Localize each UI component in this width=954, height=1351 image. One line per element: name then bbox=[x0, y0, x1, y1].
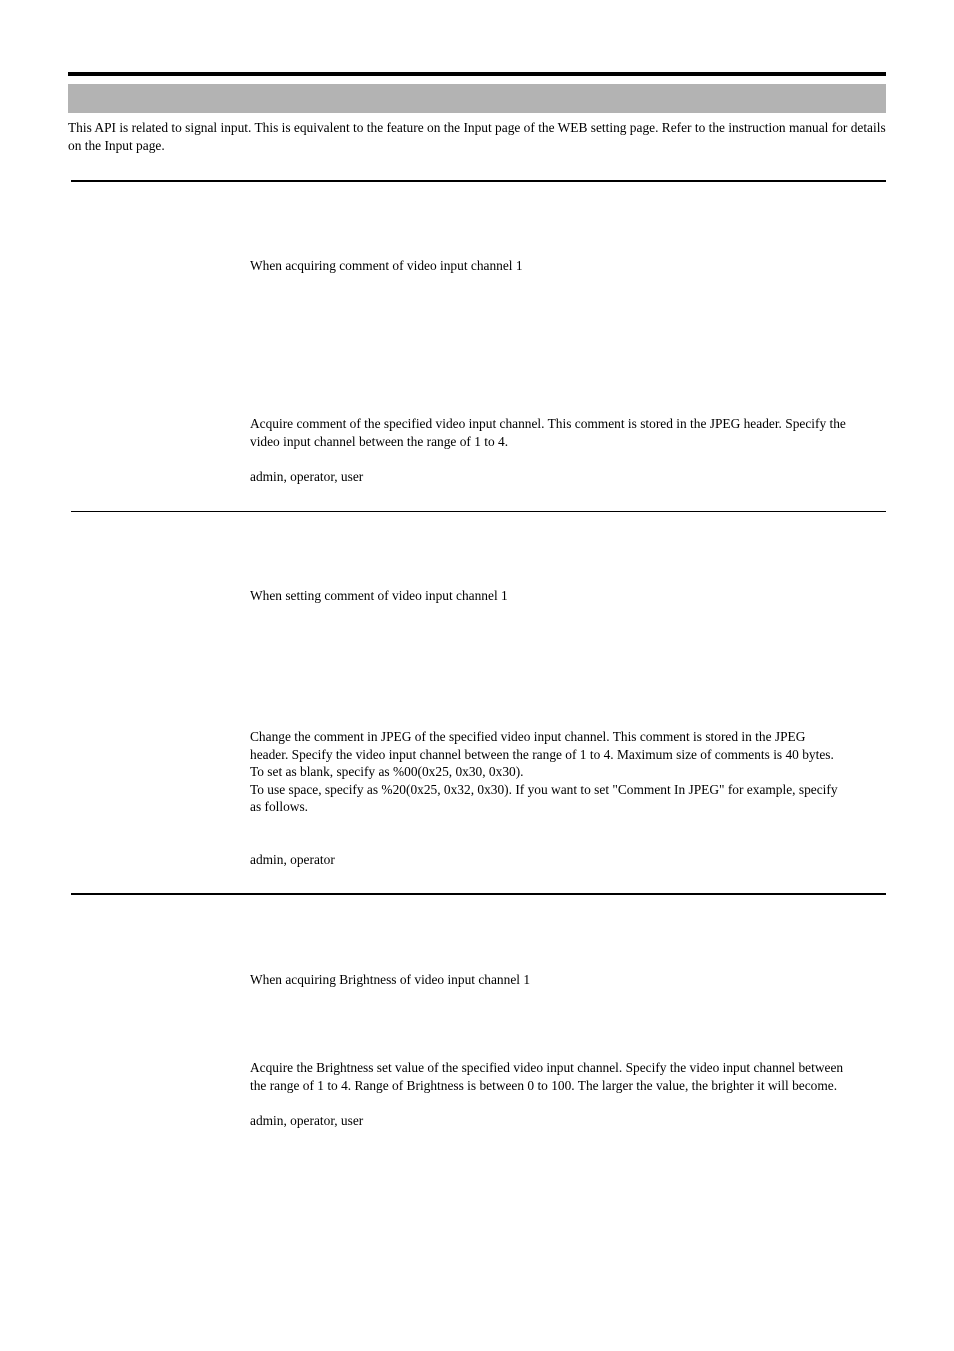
intro-paragraph bbox=[68, 119, 886, 155]
description bbox=[250, 728, 886, 816]
description bbox=[250, 415, 886, 450]
description-line: as follows. bbox=[250, 799, 309, 814]
section-divider bbox=[71, 180, 886, 182]
section-divider bbox=[71, 511, 886, 512]
description-line: To set as blank, specify as %00(0x25, 0x30, 0x30). bbox=[250, 764, 524, 779]
section-divider bbox=[71, 893, 886, 895]
access-level: admin, operator bbox=[250, 852, 335, 867]
example-caption: When acquiring Brightness of video input channel 1 bbox=[250, 972, 531, 987]
example-caption: When acquiring comment of video input channel 1 bbox=[250, 258, 523, 273]
access-level: admin, operator, user bbox=[250, 1113, 364, 1128]
description-line: the range of 1 to 4. Range of Brightness is between 0 to 100. The larger the value, the brighter it will become. bbox=[250, 1077, 838, 1093]
description bbox=[250, 1059, 886, 1094]
section-header-bar bbox=[68, 84, 886, 113]
description-line: header. Specify the video input channel between the range of 1 to 4. Maximum size of comments is 40 bytes. bbox=[250, 746, 834, 762]
description-line: video input channel between the range of 1 to 4. bbox=[250, 433, 509, 449]
access-level: admin, operator, user bbox=[250, 469, 364, 484]
header-rule bbox=[68, 72, 886, 76]
description-line: Acquire comment of the specified video input channel. This comment is stored in the JPEG header. Specify the bbox=[250, 416, 846, 431]
description-line: To use space, specify as %20(0x25, 0x32, 0x30). If you want to set "Comment In JPEG" for example, specify bbox=[250, 781, 838, 797]
intro-line: for details on the Input page. bbox=[68, 120, 886, 153]
description-line: Change the comment in JPEG of the specified video input channel. This comment is stored in the JPEG bbox=[250, 729, 806, 744]
example-caption: When setting comment of video input channel 1 bbox=[250, 588, 508, 603]
description-line: Acquire the Brightness set value of the specified video input channel. Specify the video input channel between bbox=[250, 1060, 844, 1075]
intro-line: This API is related to signal input. This is equivalent to the feature on the Input page of the WEB setting page. Refer to the instruction manual bbox=[68, 120, 829, 135]
